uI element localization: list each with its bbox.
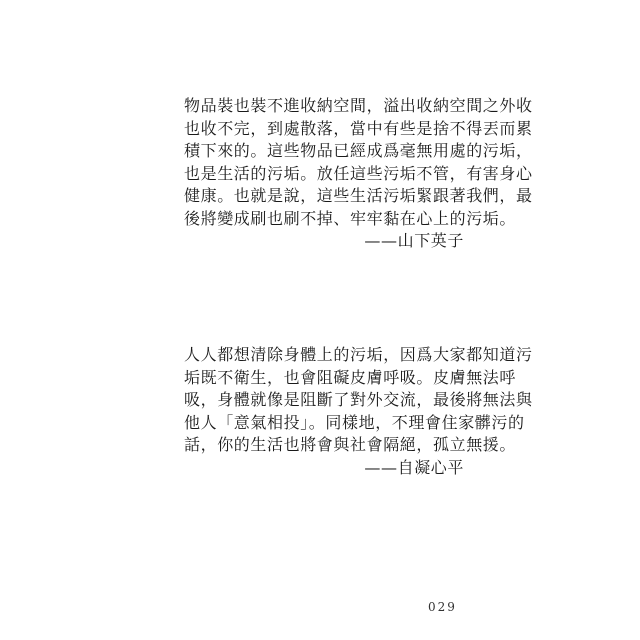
quote-author: ——自凝心平 xyxy=(364,457,464,477)
quote-line: 人人都想清除身體上的污垢，因爲大家都知道污 xyxy=(184,345,533,364)
quote-line: 也收不完，到處散落，當中有些是捨不得丟而累 xyxy=(184,118,533,138)
quote-line: 積下來的。這些物品已經成爲毫無用處的污垢， xyxy=(184,141,533,160)
quote-line: 健康。也就是說，這些生活污垢緊跟著我們，最 xyxy=(184,186,533,205)
page-number: 029 xyxy=(428,600,457,614)
quote-line: 後將變成刷也刷不掉、牢牢黏在心上的污垢。 xyxy=(184,208,517,228)
quote-line: 也是生活的污垢。放任這些污垢不管，有害身心 xyxy=(184,163,533,183)
quote-block-1 xyxy=(184,95,533,253)
quote-block-2 xyxy=(184,344,533,479)
quote-line: 垢既不衛生，也會阻礙皮膚呼吸。皮膚無法呼 xyxy=(184,367,517,387)
quote-author: ——山下英子 xyxy=(364,231,464,250)
quote-line: 物品裝也裝不進收納空間，溢出收納空間之外收 xyxy=(184,96,533,115)
quote-line: 話，你的生活也將會與社會隔絕，孤立無援。 xyxy=(184,435,517,454)
quote-line: 他人「意氣相投」。同樣地，不理會住家髒污的 xyxy=(184,412,525,432)
quote-line: 吸，身體就像是阻斷了對外交流，最後將無法與 xyxy=(184,390,533,409)
